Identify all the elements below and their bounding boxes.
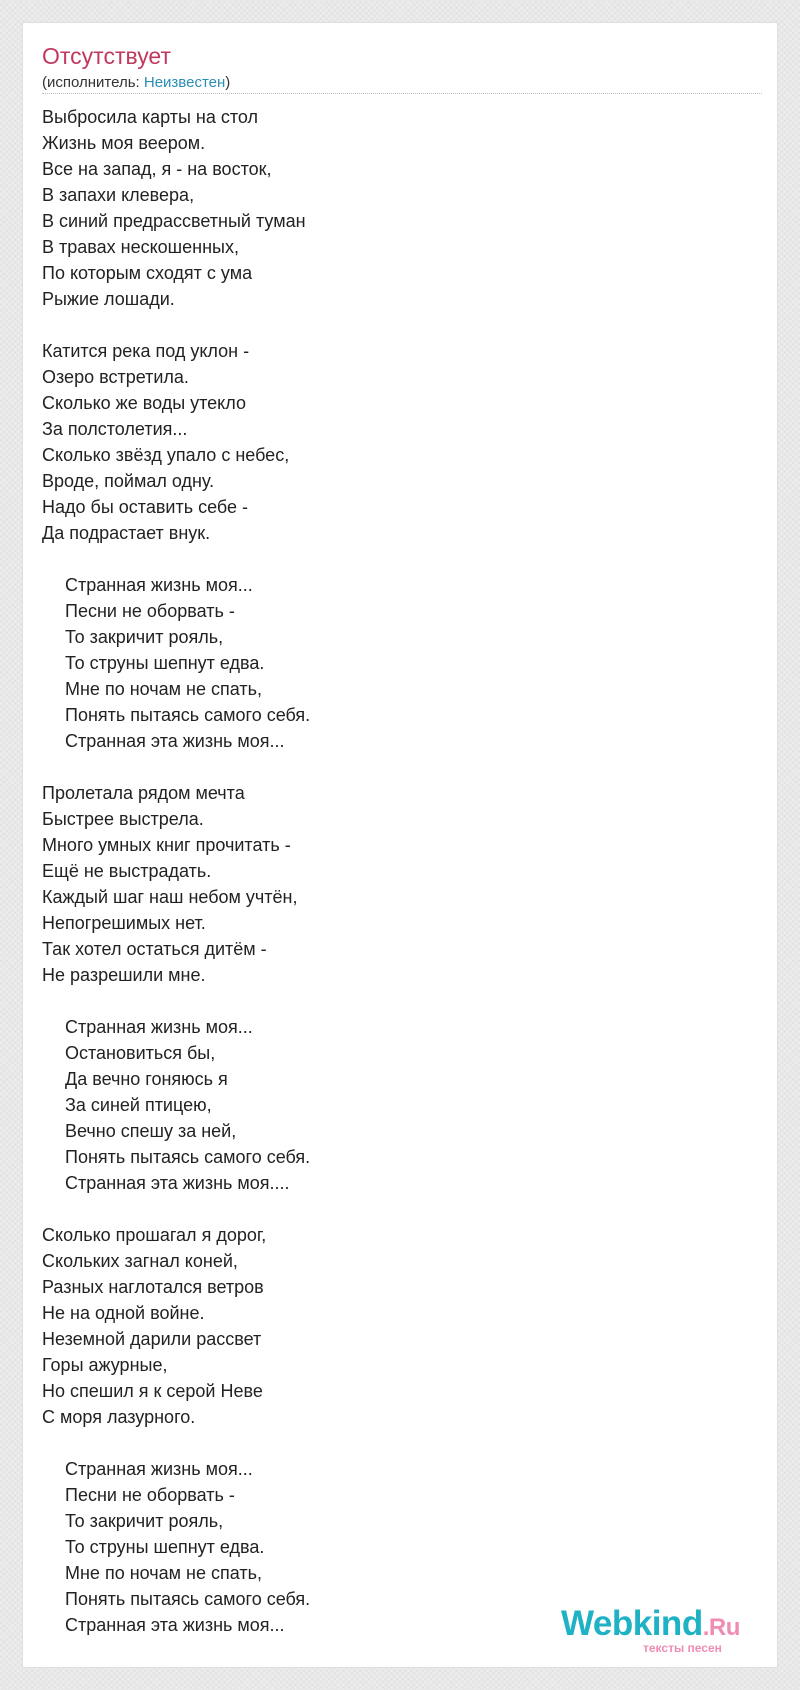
lyric-line: Неземной дарили рассвет — [42, 1329, 262, 1349]
lyric-line: Странная жизнь моя... — [65, 575, 253, 595]
lyric-line: Мне по ночам не спать, — [65, 1563, 262, 1583]
lyric-line: Странная жизнь моя... — [65, 1459, 253, 1479]
lyric-line: Сколько же воды утекло — [42, 393, 246, 413]
lyric-line: За полстолетия... — [42, 419, 188, 439]
lyric-line: Сколько звёзд упало с небес, — [42, 445, 290, 465]
chorus-stanza — [42, 572, 742, 754]
lyric-line: Катится река под уклон - — [42, 341, 250, 361]
lyric-line: Надо бы оставить себе - — [42, 497, 248, 517]
lyric-line: Горы ажурные, — [42, 1355, 168, 1375]
chorus-stanza — [42, 1014, 742, 1196]
lyric-line: То струны шепнут едва. — [65, 1537, 265, 1557]
lyric-line: Странная эта жизнь моя.... — [65, 1173, 290, 1193]
lyric-line: Странная жизнь моя... — [65, 1017, 253, 1037]
lyric-line: То закричит рояль, — [65, 1511, 224, 1531]
lyric-line: Не на одной войне. — [42, 1303, 205, 1323]
title-divider — [42, 93, 762, 94]
lyric-line: Странная эта жизнь моя... — [65, 1615, 285, 1635]
lyric-line: Быстрее выстрела. — [42, 809, 204, 829]
lyrics-body — [42, 104, 742, 1664]
lyric-line: Не разрешили мне. — [42, 965, 206, 985]
watermark-name: Webkind — [561, 1604, 703, 1643]
lyric-line: Да вечно гоняюсь я — [65, 1069, 228, 1089]
lyric-line: То струны шепнут едва. — [65, 653, 265, 673]
verse-stanza — [42, 338, 742, 546]
lyrics-card — [22, 22, 778, 1668]
lyric-line: Озеро встретила. — [42, 367, 189, 387]
lyric-line: Но спешил я к серой Неве — [42, 1381, 263, 1401]
lyric-line: Жизнь моя веером. — [42, 133, 206, 153]
lyric-line: За синей птицею, — [65, 1095, 212, 1115]
lyric-line: Остановиться бы, — [65, 1043, 216, 1063]
lyric-line: Выбросила карты на стол — [42, 107, 259, 127]
artist-prefix: (исполнитель: — [42, 74, 144, 91]
lyric-line: В синий предрассветный туман — [42, 211, 306, 231]
watermark-tld: .Ru — [702, 1614, 740, 1641]
lyric-line: Вроде, поймал одну. — [42, 471, 215, 491]
lyric-line: То закричит рояль, — [65, 627, 224, 647]
lyric-line: Понять пытаясь самого себя. — [65, 1147, 311, 1167]
watermark-tagline: тексты песен — [643, 1641, 722, 1655]
verse-stanza — [42, 780, 742, 988]
lyric-line: Все на запад, я - на восток, — [42, 159, 272, 179]
artist-link[interactable]: Неизвестен — [143, 74, 226, 91]
lyric-line: Разных наглотался ветров — [42, 1277, 264, 1297]
lyric-line: В травах нескошенных, — [42, 237, 239, 257]
lyric-line: Пролетала рядом мечта — [42, 783, 245, 803]
verse-stanza — [42, 104, 742, 312]
lyric-line: Так хотел остаться дитём - — [42, 939, 267, 959]
watermark-logo — [561, 1606, 740, 1641]
lyric-line: По которым сходят с ума — [42, 263, 253, 283]
lyric-line: Песни не оборвать - — [65, 1485, 235, 1505]
verse-stanza — [42, 1222, 742, 1430]
lyric-line: Ещё не выстрадать. — [42, 861, 212, 881]
lyric-line: Понять пытаясь самого себя. — [65, 1589, 311, 1609]
lyric-line: Песни не оборвать - — [65, 601, 235, 621]
lyric-line: С моря лазурного. — [42, 1407, 196, 1427]
lyric-line: Вечно спешу за ней, — [65, 1121, 237, 1141]
lyric-line: Понять пытаясь самого себя. — [65, 705, 311, 725]
lyric-line: Много умных книг прочитать - — [42, 835, 291, 855]
lyric-line: Скольких загнал коней, — [42, 1251, 238, 1271]
lyric-line: Сколько прошагал я дорог, — [42, 1225, 267, 1245]
site-watermark — [561, 1606, 781, 1666]
lyric-line: Странная эта жизнь моя... — [65, 731, 285, 751]
lyric-line: Каждый шаг наш небом учтён, — [42, 887, 298, 907]
lyric-line: Да подрастает внук. — [42, 523, 211, 543]
lyric-line: Мне по ночам не спать, — [65, 679, 262, 699]
artist-suffix: ) — [225, 74, 231, 91]
lyric-line: Непогрешимых нет. — [42, 913, 206, 933]
lyric-line: В запахи клевера, — [42, 185, 195, 205]
lyric-line: Рыжие лошади. — [42, 289, 175, 309]
song-title: Отсутствует — [42, 43, 171, 69]
artist-line — [42, 74, 230, 92]
